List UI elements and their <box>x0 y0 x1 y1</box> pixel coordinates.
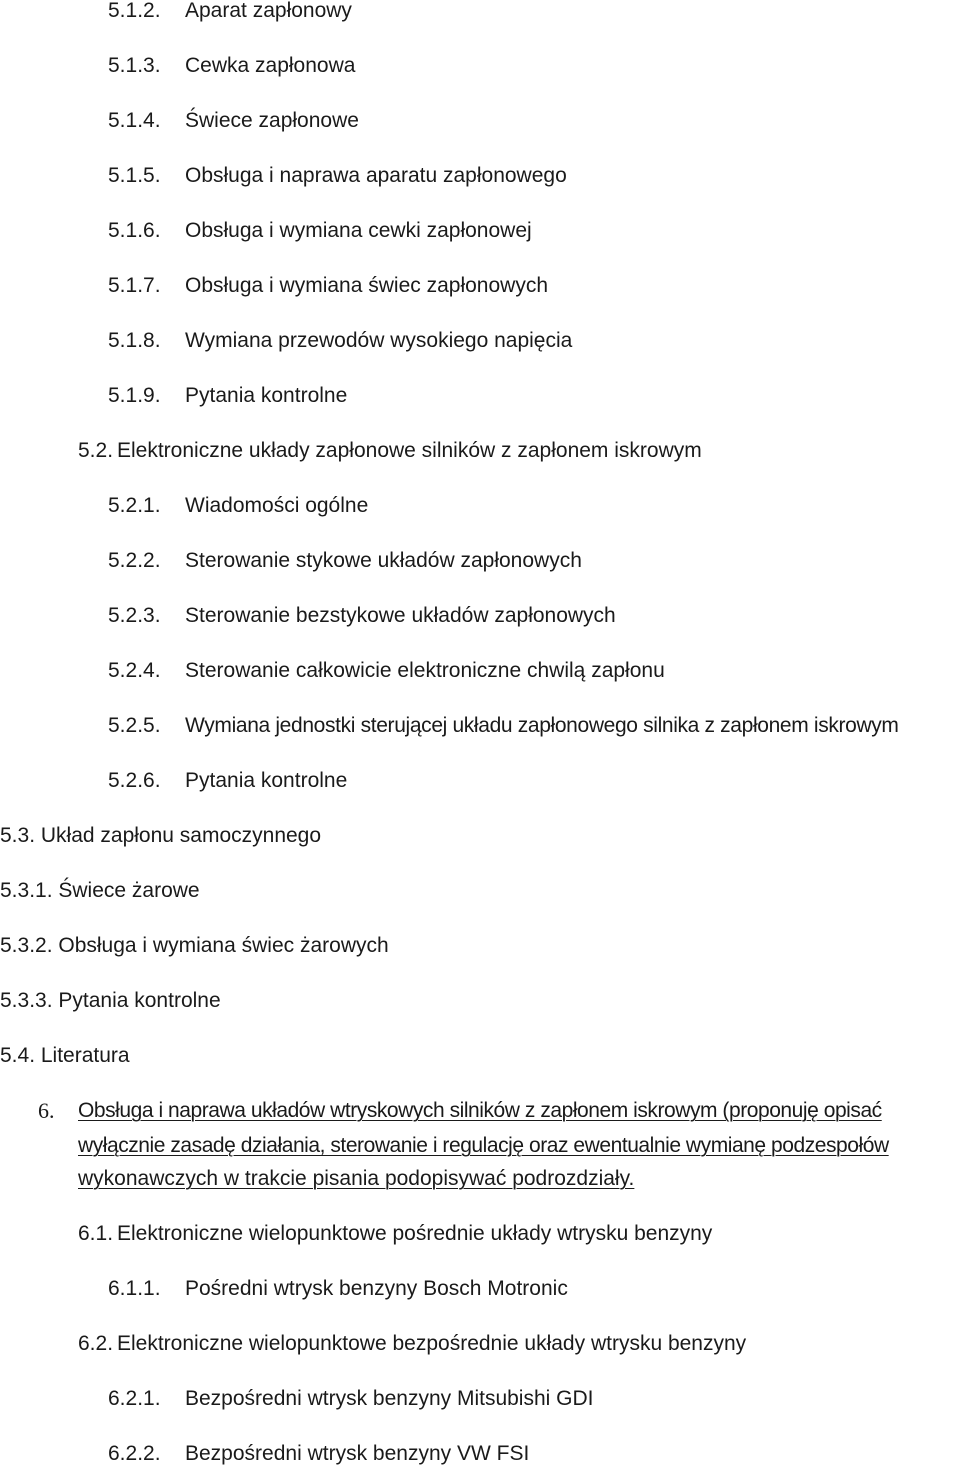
toc-number: 6.2. <box>78 1332 114 1355</box>
toc-title: Aparat zapłonowy <box>185 0 352 22</box>
toc-title: Cewka zapłonowa <box>185 54 356 77</box>
toc-title: Obsługa i wymiana świec zapłonowych <box>185 274 548 297</box>
toc-number: 5.1.9. <box>108 384 161 407</box>
toc-title: 5.3.3. Pytania kontrolne <box>0 989 221 1012</box>
toc-number: 5.1.2. <box>108 0 161 22</box>
section-heading-line: wykonawczych w trakcie pisania podopisywać podrozdziały. <box>78 1167 635 1190</box>
toc-title: Bezpośredni wtrysk benzyny VW FSI <box>185 1442 530 1465</box>
section-number: 6. <box>38 1098 55 1123</box>
toc-number: 5.1.4. <box>108 109 161 132</box>
toc-title: Obsługa i naprawa aparatu zapłonowego <box>185 164 567 187</box>
toc-number: 5.1.3. <box>108 54 161 77</box>
toc-number: 5.1.8. <box>108 329 161 352</box>
toc-number: 6.1. <box>78 1222 114 1245</box>
toc-title: Wiadomości ogólne <box>185 494 369 517</box>
toc-title: Obsługa i wymiana cewki zapłonowej <box>185 219 532 242</box>
toc-number: 5.2. <box>78 439 114 462</box>
toc-number: 6.1.1. <box>108 1277 161 1300</box>
toc-title: 5.3.1. Świece żarowe <box>0 879 200 902</box>
toc-title: Elektroniczne układy zapłonowe silników z zapłonem iskrowym <box>117 439 702 462</box>
toc-number: 5.1.6. <box>108 219 161 242</box>
toc-number: 5.2.5. <box>108 714 161 737</box>
toc-title: Wymiana jednostki sterującej układu zapłonowego silnika z zapłonem iskrowym <box>185 714 899 737</box>
toc-title: Wymiana przewodów wysokiego napięcia <box>185 329 573 352</box>
toc-title: Sterowanie stykowe układów zapłonowych <box>185 549 582 572</box>
toc-number: 5.2.6. <box>108 769 161 792</box>
toc-title: Sterowanie bezstykowe układów zapłonowych <box>185 604 616 627</box>
toc-title: Świece zapłonowe <box>185 109 359 132</box>
toc-title: Pytania kontrolne <box>185 769 348 792</box>
toc-title: 5.3. Układ zapłonu samoczynnego <box>0 824 322 847</box>
toc-title: 5.3.2. Obsługa i wymiana świec żarowych <box>0 934 389 957</box>
toc-title: Elektroniczne wielopunktowe bezpośrednie układy wtrysku benzyny <box>117 1332 747 1355</box>
toc-number: 5.2.3. <box>108 604 161 627</box>
toc-number: 6.2.1. <box>108 1387 161 1410</box>
toc-number: 5.2.1. <box>108 494 161 517</box>
toc-title: Pytania kontrolne <box>185 384 348 407</box>
toc-number: 5.1.7. <box>108 274 161 297</box>
toc-number: 5.2.2. <box>108 549 161 572</box>
toc-title: 5.4. Literatura <box>0 1044 130 1067</box>
section-heading-line: wyłącznie zasadę działania, sterowanie i regulację oraz ewentualnie wymianę podzespołów <box>78 1134 889 1157</box>
toc-title: Elektroniczne wielopunktowe pośrednie układy wtrysku benzyny <box>117 1222 713 1245</box>
toc-title: Sterowanie całkowicie elektroniczne chwilą zapłonu <box>185 659 665 682</box>
toc-number: 5.2.4. <box>108 659 161 682</box>
toc-number: 5.1.5. <box>108 164 161 187</box>
toc-title: Bezpośredni wtrysk benzyny Mitsubishi GDI <box>185 1387 594 1410</box>
toc-title: Pośredni wtrysk benzyny Bosch Motronic <box>185 1277 568 1300</box>
section-heading-line: Obsługa i naprawa układów wtryskowych silników z zapłonem iskrowym (proponuję opisać <box>78 1099 882 1122</box>
toc-number: 6.2.2. <box>108 1442 161 1465</box>
